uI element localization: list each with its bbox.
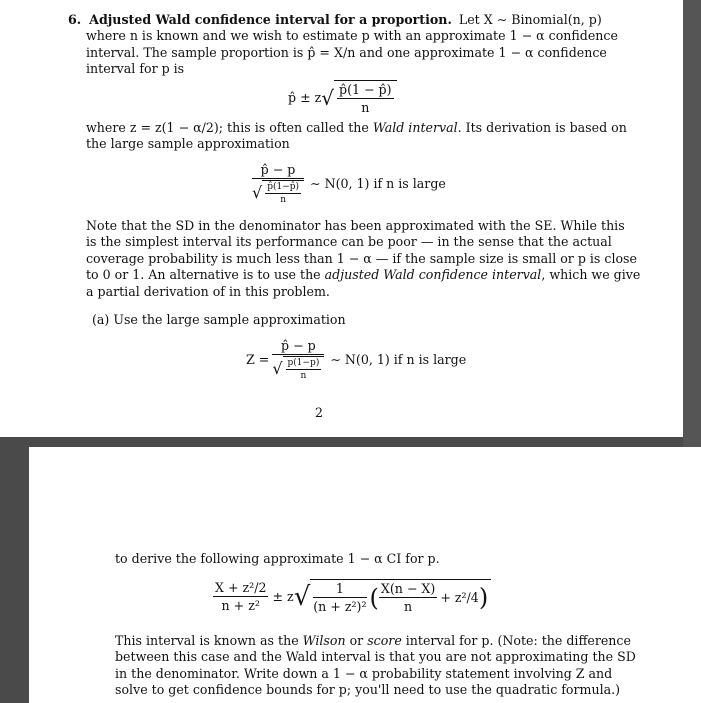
eq3-num: p̂ − p xyxy=(272,338,324,355)
eq4-paren-num: X(n − X) xyxy=(380,581,436,596)
intro-line4: interval for p is xyxy=(86,61,185,77)
equation-wald-interval xyxy=(288,80,397,115)
eq4-frac-num: X + z²/2 xyxy=(215,580,267,595)
equation-z-statistic: Z = p̂ − p √ $\frac{p(1-p)}{n}$ ∼ N(0, 1) if n is large xyxy=(246,338,467,381)
part-a-label: (a) Use the large sample approximation xyxy=(92,312,346,327)
intro-line1-rest: Let X ∼ Binomial(n, p) xyxy=(458,12,602,27)
eq2-rhs: ∼ N(0, 1) if n is large xyxy=(310,176,446,191)
eq3-lhs: Z = xyxy=(246,352,270,367)
problem-title: Adjusted Wald confidence interval for a proportion. xyxy=(89,12,452,27)
wilson-line1-post: interval for p. (Note: the difference xyxy=(401,633,631,648)
where-line1-pre: where z = z(1 − α/2); this is often called the xyxy=(86,120,373,135)
wilson-or: or xyxy=(345,633,368,648)
eq4-frac-den: n + z² xyxy=(221,598,260,613)
page-number: 2 xyxy=(315,405,324,420)
page-bottom xyxy=(29,447,701,703)
score-term: score xyxy=(367,633,402,648)
eq3-inner-num: p(1−p) xyxy=(287,358,320,368)
equation-large-sample: p̂ − p √ $\frac{p̂(1-p̂)}{n}$ ∼ N(0, 1) if n is large xyxy=(252,162,446,205)
wald-interval-term: Wald interval xyxy=(372,120,458,135)
note-text xyxy=(86,218,641,300)
eq2-num: p̂ − p xyxy=(252,162,304,179)
problem-intro xyxy=(68,12,618,78)
intro-line3: interval. The sample proportion is p̂ = X/n and one approximate 1 − α confidence xyxy=(86,44,607,60)
note-line1: Note that the SD in the denominator has been approximated with the SE. While this xyxy=(86,218,625,233)
adjusted-wald-term: adjusted Wald confidence interval xyxy=(324,267,542,283)
eq1-num: p̂(1 − p̂) xyxy=(339,82,392,97)
eq4-tail: + z²/4 xyxy=(440,590,479,605)
note-line4-pre: to 0 or 1. An alternative is to use the xyxy=(86,267,325,283)
scroll-gutter xyxy=(683,0,701,447)
note-line2: is the simplest interval its performance can be poor — in the sense that the actual xyxy=(86,234,612,250)
eq1-lhs: p̂ ± z xyxy=(288,90,322,105)
intro-line2: where n is known and we wish to estimate p with an approximate 1 − α confidence xyxy=(86,28,618,44)
derive-line: to derive the following approximate 1 − α CI for p. xyxy=(115,551,440,566)
note-line3: coverage probability is much less than 1 − α — if the sample size is small or p is close xyxy=(86,250,637,266)
wilson-line4: solve to get confidence bounds for p; you'll need to use the quadratic formula.) xyxy=(115,682,621,698)
where-line2: the large sample approximation xyxy=(86,136,290,152)
equation-wilson-interval: $\frac{\text{X + z²/2}}{\text{n + z²}}$ ± z√ $\frac{1}{\text{(n + z²)²}}$ ( $\frac{X(n - X)}{n}$ + z²/4) xyxy=(213,579,491,614)
wilson-line2: between this case and the Wald interval is that you are not approximating the SD xyxy=(115,649,636,665)
eq2-inner-num: p̂(1−p̂) xyxy=(267,182,300,192)
eq1-den: n xyxy=(361,100,370,115)
wilson-term: Wilson xyxy=(302,633,346,648)
eq2-inner-den: n xyxy=(280,195,286,205)
eq4-paren-den: n xyxy=(404,599,413,614)
note-line5: a partial derivation of in this problem. xyxy=(86,283,330,299)
eq4-inner-num: 1 xyxy=(313,581,366,598)
eq1-sqrt: √ $\frac{p̂(1 - p̂)}{n}$ xyxy=(321,80,396,115)
wilson-line3: in the denominator. Write down a 1 − α probability statement involving Z and xyxy=(115,665,613,681)
where-line1-post: . Its derivation is based on xyxy=(457,120,627,135)
problem-number: 6. xyxy=(68,12,82,27)
wilson-line1-pre: This interval is known as the xyxy=(115,633,303,648)
eq4-pm: ± z xyxy=(272,589,294,604)
eq3-inner-den: n xyxy=(300,371,307,381)
where-text xyxy=(86,120,627,153)
note-line4-post: , which we give xyxy=(541,267,641,283)
wilson-text xyxy=(115,633,636,699)
eq4-inner-den: (n + z²)² xyxy=(313,599,367,614)
eq3-rhs: ∼ N(0, 1) if n is large xyxy=(330,352,467,367)
